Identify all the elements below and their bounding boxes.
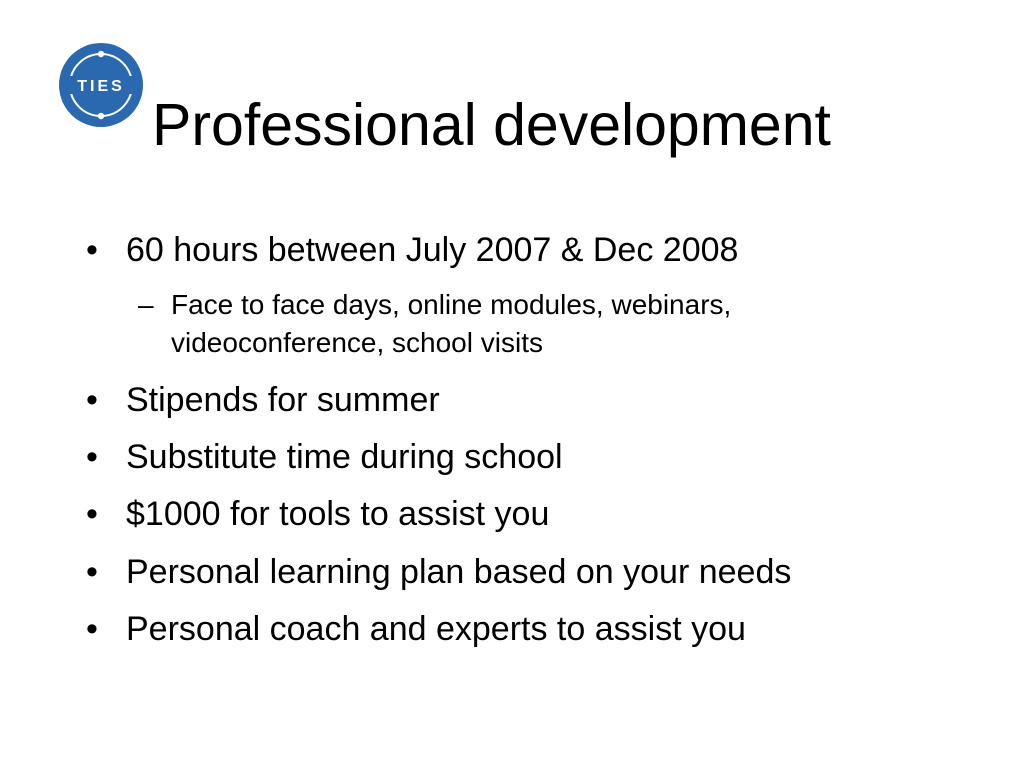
bullet-marker: •: [86, 381, 98, 419]
sub-bullet-marker: –: [138, 289, 154, 320]
bullet-text: $1000 for tools to assist you: [126, 495, 550, 533]
logo-text: TIES: [77, 78, 125, 95]
bullet-marker: •: [86, 553, 98, 591]
sub-bullet-text: Face to face days, online modules, webinars, videoconference, school visits: [171, 289, 732, 358]
bullet-text: Substitute time during school: [126, 438, 563, 476]
logo-ring-node-bottom: [98, 113, 104, 119]
bullet-marker: •: [86, 438, 98, 476]
ties-logo: [58, 42, 144, 128]
bullet-marker: •: [86, 610, 98, 648]
bullet-text: Personal coach and experts to assist you: [126, 610, 746, 648]
logo-ring-node-top: [98, 51, 104, 57]
bullet-text: Stipends for summer: [126, 381, 440, 419]
bullet-marker: •: [86, 231, 98, 269]
bullet-marker: •: [86, 495, 98, 533]
bullet-text: Personal learning plan based on your needs: [126, 553, 792, 591]
bullet-text: 60 hours between July 2007 & Dec 2008: [126, 231, 739, 269]
slide-title: Professional development: [152, 92, 831, 158]
